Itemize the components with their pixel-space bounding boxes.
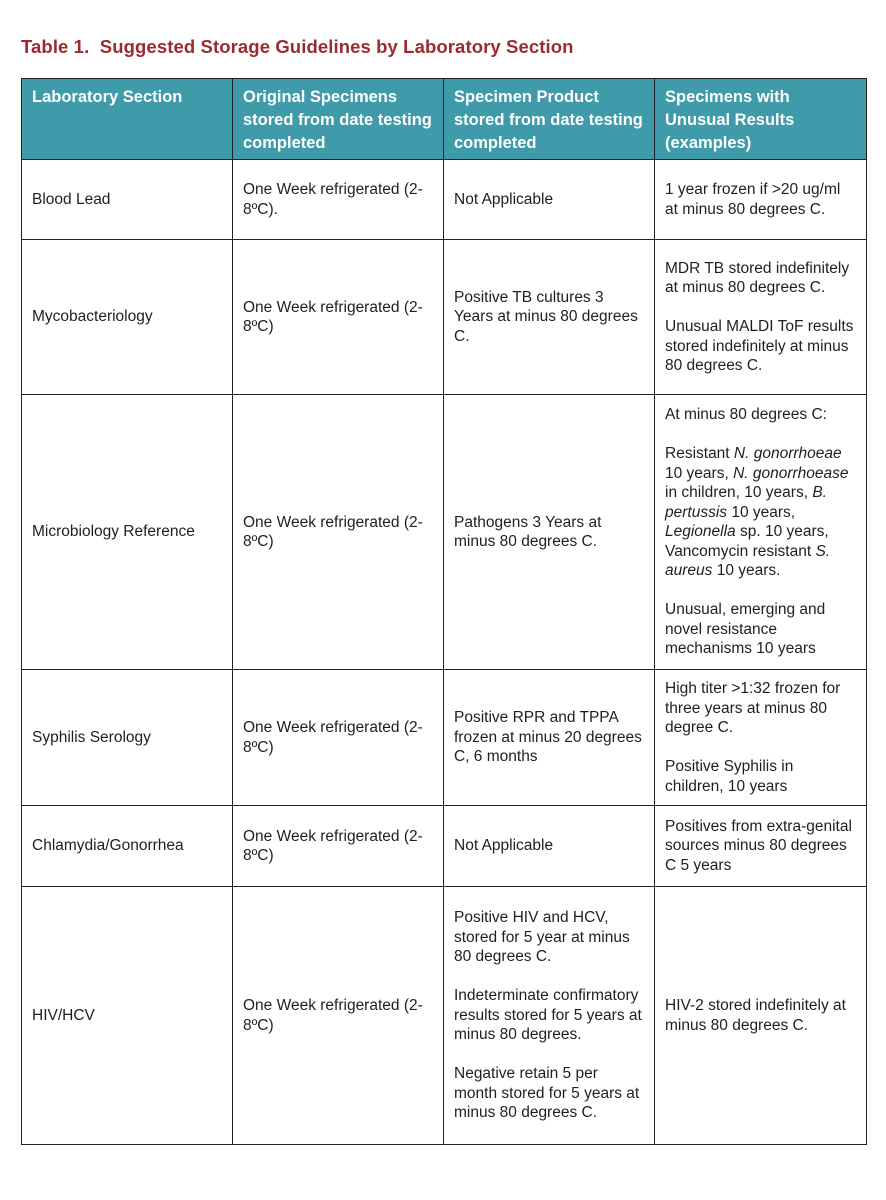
unusual-text: MDR TB stored indefinitely at minus 80 degrees C. [665, 259, 850, 296]
organism-name: B. pertussis [665, 484, 827, 521]
cell-product [444, 395, 655, 670]
organism-name: S. aureus [665, 542, 831, 580]
cell-product [444, 806, 655, 887]
table-title: Table 1. Suggested Storage Guidelines by Laboratory Section [21, 36, 574, 57]
cell-section: HIV/HCV [22, 887, 233, 1145]
product-text: Pathogens 3 Years at minus 80 degrees C. [454, 513, 602, 550]
cell-unusual [655, 806, 867, 887]
product-text: Positive HIV and HCV, stored for 5 year at minus 80 degrees C. [454, 909, 630, 966]
unusual-text: High titer >1:32 frozen for three years at minus 80 degree C. [665, 680, 841, 736]
organism-name: N. gonorrhoease [733, 464, 849, 482]
unusual-intro: At minus 80 degrees C: [665, 406, 827, 424]
cell-original: One Week refrigerated (2-8ºC) [233, 887, 444, 1145]
unusual-text: HIV-2 stored indefinitely at minus 80 degrees C. [665, 997, 846, 1034]
product-text: Positive RPR and TPPA frozen at minus 20 degrees C, 6 months [454, 709, 642, 766]
product-text: Indeterminate confirmatory results stored for 5 years at minus 80 degrees. [454, 987, 642, 1044]
list-text: Resistant [665, 445, 734, 463]
header-row [22, 79, 867, 160]
table-row-blood-lead [22, 160, 867, 240]
cell-original: One Week refrigerated (2-8ºC) [233, 806, 444, 887]
cell-unusual [655, 160, 867, 240]
table-row-hiv-hcv [22, 887, 867, 1145]
table-row-microbiology-reference [22, 395, 867, 670]
cell-unusual [655, 887, 867, 1145]
cell-product [444, 240, 655, 395]
product-text: Positive TB cultures 3 Years at minus 80 degrees C. [454, 288, 638, 345]
table-row-syphilis-serology [22, 670, 867, 806]
unusual-text: 1 year frozen if >20 ug/ml at minus 80 degrees C. [665, 181, 841, 218]
organism-name: N. gonorrhoeae [733, 445, 842, 463]
cell-unusual [655, 670, 867, 806]
header-original-specimens: Original Specimens stored from date testing completed [233, 79, 444, 160]
unusual-outro: Unusual, emerging and novel resistance mechanisms 10 years [665, 601, 826, 658]
cell-section: Microbiology Reference [22, 395, 233, 670]
cell-original: One Week refrigerated (2-8ºC) [233, 240, 444, 395]
product-text: Not Applicable [454, 190, 554, 208]
table-row-chlamydia-gonorrhea [22, 806, 867, 887]
header-specimen-product: Specimen Product stored from date testing completed [444, 79, 655, 160]
cell-unusual [655, 395, 867, 670]
list-text: 10 years, [665, 464, 734, 482]
cell-product [444, 887, 655, 1145]
header-unusual-results: Specimens with Unusual Results (examples) [655, 79, 867, 160]
header-laboratory-section: Laboratory Section [22, 79, 233, 160]
organism-name: Legionella [665, 523, 736, 541]
cell-section: Syphilis Serology [22, 670, 233, 806]
list-text: 10 years, [727, 503, 796, 521]
list-text: 10 years. [712, 562, 781, 580]
cell-unusual [655, 240, 867, 395]
list-text: sp. 10 years, Vancomycin resistant [665, 523, 829, 560]
cell-product [444, 160, 655, 240]
cell-section: Mycobacteriology [22, 240, 233, 395]
product-text: Not Applicable [454, 837, 554, 855]
cell-section: Blood Lead [22, 160, 233, 240]
unusual-text: Positives from extra-genital sources minus 80 degrees C 5 years [665, 817, 852, 874]
unusual-text: Positive Syphilis in children, 10 years [665, 758, 794, 795]
cell-original: One Week refrigerated (2-8ºC) [233, 395, 444, 670]
unusual-text: Unusual MALDI ToF results stored indefinitely at minus 80 degrees C. [665, 318, 854, 374]
storage-guidelines-table [21, 78, 867, 1145]
table-row-mycobacteriology [22, 240, 867, 395]
cell-original: One Week refrigerated (2-8ºC) [233, 670, 444, 806]
cell-product [444, 670, 655, 806]
cell-original: One Week refrigerated (2-8ºC). [233, 160, 444, 240]
product-text: Negative retain 5 per month stored for 5 years at minus 80 degrees C. [454, 1065, 640, 1122]
unusual-organism-list [665, 444, 856, 581]
cell-section: Chlamydia/Gonorrhea [22, 806, 233, 887]
list-text: in children, 10 years, [665, 484, 813, 502]
